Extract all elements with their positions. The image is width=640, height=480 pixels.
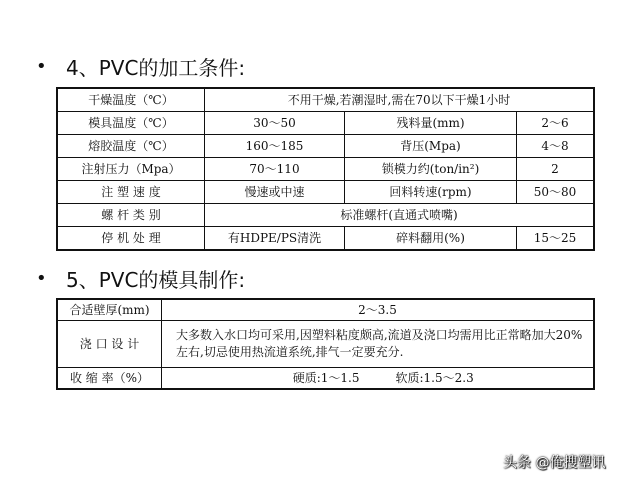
param-label: 合适壁厚(mm) [58,300,162,321]
table-row [58,135,594,158]
param-value: 2 [517,158,594,181]
param-value: 软质:1.5～2.3 [378,368,594,389]
param-label: 干燥温度（℃） [58,89,205,112]
param-value: 2～3.5 [162,300,594,321]
param-label: 螺 杆 类 别 [58,204,205,227]
param-label: 锁模力约(ton/in²) [345,158,517,181]
param-label: 回料转速(rpm) [345,181,517,204]
watermark: 头条 @俺搜塑讯 [503,455,606,471]
section-5-title: 5、PVC的模具制作: [66,267,246,292]
table-row [58,181,594,204]
param-label: 浇 口 设 计 [58,321,162,368]
param-label: 残料量(mm) [345,112,517,135]
param-value: 大多数入水口均可采用,因塑料粘度颇高,流道及浇口均需用比正常略加大20%左右,切忌使用热流道系统,排气一定要充分. [162,321,594,368]
table-row [58,368,594,389]
param-value: 慢速或中速 [205,181,345,204]
pvc-processing-table [57,88,594,250]
param-label: 背压(Mpa) [345,135,517,158]
param-label: 熔胶温度（℃） [58,135,205,158]
param-value: 70～110 [205,158,345,181]
table-row [58,204,594,227]
table-row [58,112,594,135]
param-label: 模具温度（℃） [58,112,205,135]
table-row [58,300,594,321]
param-label: 注 塑 速 度 [58,181,205,204]
param-value: 4～8 [517,135,594,158]
param-label: 注射压力（Mpa） [58,158,205,181]
section-4-title: 4、PVC的加工条件: [66,55,246,80]
param-value: 2～6 [517,112,594,135]
table-row [58,158,594,181]
param-label: 停 机 处 理 [58,227,205,250]
param-value: 标准螺杆(直通式喷嘴) [205,204,594,227]
param-value: 30～50 [205,112,345,135]
section-5-heading [36,263,245,293]
bullet: • [36,55,47,77]
param-value: 160～185 [205,135,345,158]
section-4-heading [36,51,245,81]
param-value: 硬质:1～1.5 [162,368,378,389]
param-value: 有HDPE/PS清洗 [205,227,345,250]
param-label: 收 缩 率（%） [58,368,162,389]
param-value: 50～80 [517,181,594,204]
param-value: 不用干燥,若潮湿时,需在70以下干燥1小时 [205,89,594,112]
table-row [58,89,594,112]
pvc-mold-table [57,299,594,389]
param-value: 15～25 [517,227,594,250]
bullet: • [36,267,47,289]
param-label: 碎料翻用(%) [345,227,517,250]
table-row [58,321,594,368]
table-row [58,227,594,250]
